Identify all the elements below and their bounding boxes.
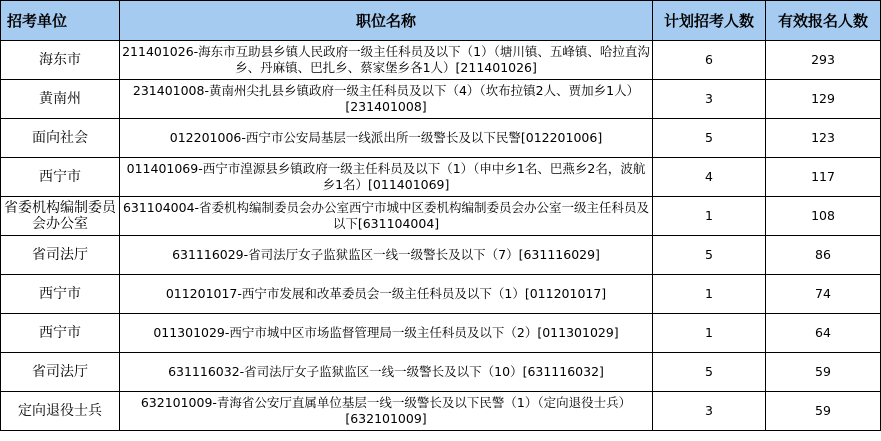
- cell-position: 632101009-青海省公安厅直属单位基层一线一级警长及以下民警（1）（定向退役士兵）[632101009]: [120, 392, 653, 431]
- cell-planned: 3: [653, 392, 766, 431]
- cell-applied: 74: [766, 275, 881, 314]
- cell-unit: 黄南州: [1, 80, 120, 119]
- header-applied: 有效报名人数: [766, 1, 881, 41]
- cell-planned: 4: [653, 158, 766, 197]
- cell-applied: 117: [766, 158, 881, 197]
- cell-planned: 5: [653, 119, 766, 158]
- cell-unit: 西宁市: [1, 314, 120, 353]
- cell-position: 631116029-省司法厅女子监狱监区一线一级警长及以下（7）[631116029]: [120, 236, 653, 275]
- cell-position: 011401069-西宁市湟源县乡镇政府一级主任科员及以下（1）（申中乡1名、巴燕乡2名，波航乡1名）[011401069]: [120, 158, 653, 197]
- cell-applied: 64: [766, 314, 881, 353]
- table-row: [1, 314, 881, 353]
- cell-planned: 1: [653, 275, 766, 314]
- cell-unit: 面向社会: [1, 119, 120, 158]
- table-row: [1, 158, 881, 197]
- cell-planned: 3: [653, 80, 766, 119]
- cell-unit: 省委机构编制委员会办公室: [1, 197, 120, 236]
- cell-position: 211401026-海东市互助县乡镇人民政府一级主任科员及以下（1）（塘川镇、五峰镇、哈拉直沟乡、丹麻镇、巴扎乡、蔡家堡乡各1人）[211401026]: [120, 41, 653, 80]
- cell-unit: 海东市: [1, 41, 120, 80]
- cell-unit: 定向退役士兵: [1, 392, 120, 431]
- cell-applied: 59: [766, 353, 881, 392]
- cell-unit: 西宁市: [1, 158, 120, 197]
- table-row: [1, 41, 881, 80]
- table-row: [1, 119, 881, 158]
- cell-position: 011301029-西宁市城中区市场监督管理局一级主任科员及以下（2）[011301029]: [120, 314, 653, 353]
- cell-position: 012201006-西宁市公安局基层一线派出所一级警长及以下民警[012201006]: [120, 119, 653, 158]
- cell-planned: 6: [653, 41, 766, 80]
- header-unit: 招考单位: [1, 1, 120, 41]
- cell-unit: 省司法厅: [1, 353, 120, 392]
- cell-planned: 5: [653, 236, 766, 275]
- cell-applied: 123: [766, 119, 881, 158]
- table-row: [1, 197, 881, 236]
- table-row: [1, 353, 881, 392]
- header-row: [1, 1, 881, 41]
- cell-applied: 59: [766, 392, 881, 431]
- cell-planned: 1: [653, 197, 766, 236]
- cell-position: 231401008-黄南州尖扎县乡镇政府一级主任科员及以下（4）（坎布拉镇2人、贾加乡1人）[231401008]: [120, 80, 653, 119]
- header-position: 职位名称: [120, 1, 653, 41]
- table-row: [1, 392, 881, 431]
- header-planned: 计划招考人数: [653, 1, 766, 41]
- cell-applied: 129: [766, 80, 881, 119]
- cell-position: 011201017-西宁市发展和改革委员会一级主任科员及以下（1）[011201017]: [120, 275, 653, 314]
- cell-unit: 省司法厅: [1, 236, 120, 275]
- cell-position: 631116032-省司法厅女子监狱监区一线一级警长及以下（10）[631116032]: [120, 353, 653, 392]
- cell-unit: 西宁市: [1, 275, 120, 314]
- cell-planned: 1: [653, 314, 766, 353]
- table-row: [1, 275, 881, 314]
- table-row: [1, 236, 881, 275]
- cell-position: 631104004-省委机构编制委员会办公室西宁市城中区委机构编制委员会办公室一级主任科员及以下[631104004]: [120, 197, 653, 236]
- cell-applied: 108: [766, 197, 881, 236]
- cell-planned: 5: [653, 353, 766, 392]
- cell-applied: 86: [766, 236, 881, 275]
- cell-applied: 293: [766, 41, 881, 80]
- table-row: [1, 80, 881, 119]
